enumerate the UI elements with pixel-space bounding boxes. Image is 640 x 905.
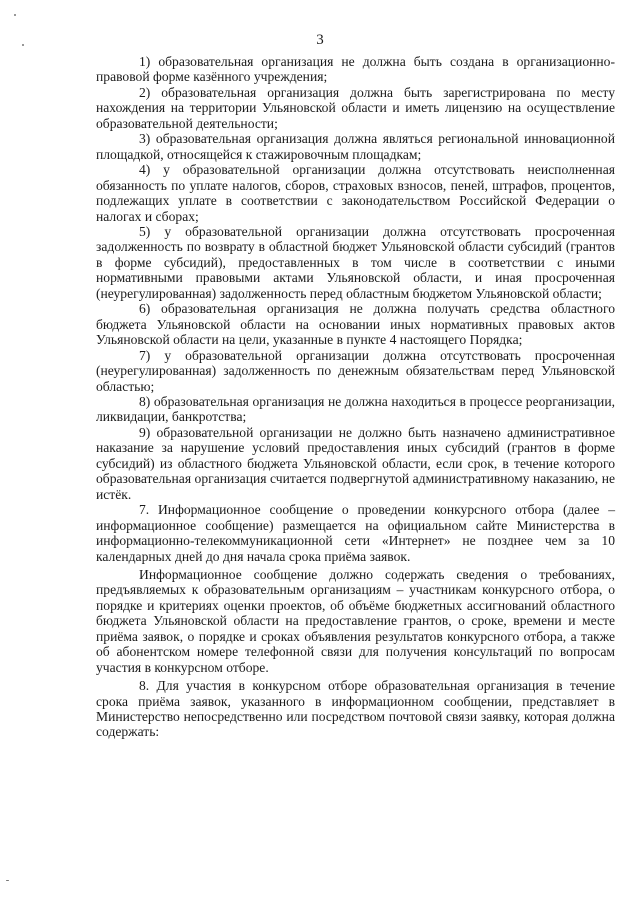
paragraph-condition-2: 2) образовательная организация должна быть зарегистрирована по месту нахождения на территории Ульяновской области и иметь лицензию на осуществление образовательной деятельности; [96, 84, 615, 131]
page-number: 3 [316, 32, 324, 48]
paragraph-announcement-contents: Информационное сообщение должно содержать сведения о требованиях, предъявляемых к образовательным организациям – участникам конкурсного отбора, о порядке и критериях оценки проектов, об объёме бюджетных ассигнований областного бюджета Ульяновской области на предоставление грантов, о сроке, времени и месте приёма заявок, о порядке и сроках объявления результатов конкурсного отбора, а также об абонентском номере телефонной связи для получения консультаций по вопросам участия в конкурсном отборе. [96, 566, 615, 675]
document-body [96, 54, 615, 740]
paragraph-condition-8: 8) образовательная организация не должна находиться в процессе реорганизации, ликвидации, банкротства; [96, 393, 615, 425]
scan-artifact-dot [6, 880, 9, 881]
paragraph-condition-6: 6) образовательная организация не должна получать средства областного бюджета Ульяновской области на основании иных нормативных правовых актов Ульяновской области на цели, указанные в пункте 4 настоящего Порядка; [96, 301, 615, 348]
paragraph-condition-5: 5) у образовательной организации должна отсутствовать просроченная задолженность по возврату в областной бюджет Ульяновской области субсидий (грантов в форме субсидий), предоставленных в том числе в соответствии с иными нормативными правовыми актами Ульяновской области, и иная просроченная (неурегулированная) задолженность перед областным бюджетом Ульяновской области; [96, 223, 615, 301]
paragraph-condition-9: 9) образовательной организации не должно быть назначено административное наказание за нарушение условий предоставления иных субсидий (грантов в форме субсидий) из областного бюджета Ульяновской области, если срок, в течение которого образовательная организация считается подвергнутой административному наказанию, не истёк. [96, 424, 615, 502]
paragraph-condition-7: 7) у образовательной организации должна отсутствовать просроченная (неурегулированная) задолженность по денежным обязательствам перед Ульяновской областью; [96, 347, 615, 394]
paragraph-clause-8: 8. Для участия в конкурсном отборе образовательная организация в течение срока приёма заявок, указанного в информационном сообщении, представляет в Министерство непосредственно или посредством почтовой связи заявку, которая должна содержать: [96, 678, 615, 740]
paragraph-condition-3: 3) образовательная организация должна являться региональной инновационной площадкой, относящейся к стажировочным площадкам; [96, 131, 615, 162]
paragraph-condition-4: 4) у образовательной организации должна отсутствовать неисполненная обязанность по уплате налогов, сборов, страховых взносов, пеней, штрафов, процентов, подлежащих уплате в соответствии с законодательством Российской Федерации о налогах и сборах; [96, 162, 615, 224]
paragraph-clause-7: 7. Информационное сообщение о проведении конкурсного отбора (далее – информационное сообщение) размещается на официальном сайте Министерства в информационно-телекоммуникационной сети «Интернет» не позднее чем за 10 календарных дней до дня начала срока приёма заявок. [96, 502, 615, 564]
paragraph-condition-1: 1) образовательная организация не должна быть создана в организационно-правовой форме казённого учреждения; [96, 54, 615, 85]
scan-artifact-dot [14, 14, 16, 16]
